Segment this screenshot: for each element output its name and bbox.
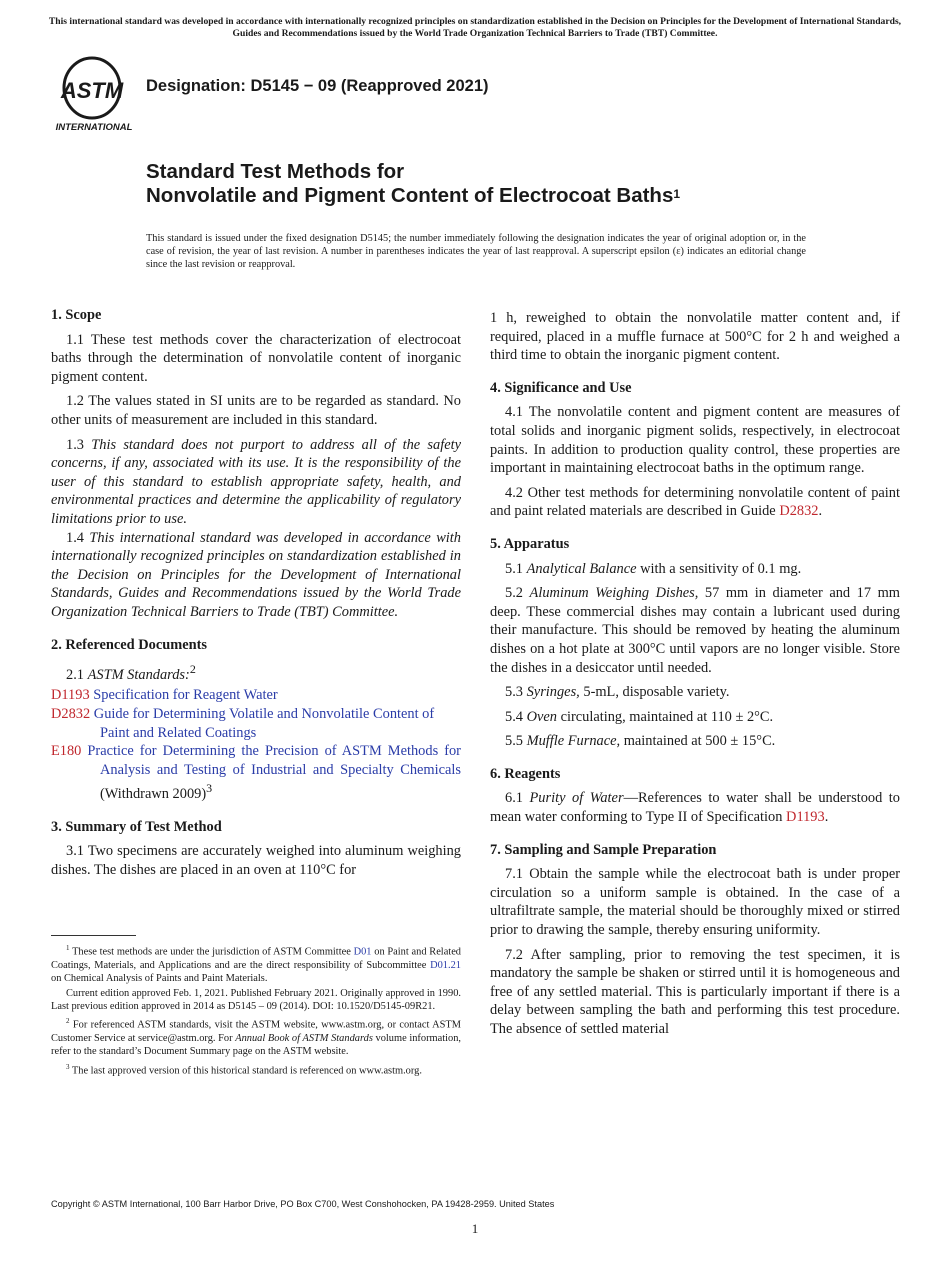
paragraph-7-2: 7.2 After sampling, prior to removing the test specimen, it is mandatory the sample be shaken or stirred until it is homogeneous and free of any settled material. This is particularly important if there is a delay between sampling the bath and performing this test procedure. The absence of settled material xyxy=(490,946,900,1037)
reference-d1193 xyxy=(51,686,461,705)
issue-note: This standard is issued under the fixed designation D5145; the number immediately following the designation indicates the year of original adoption or, in the case of revision, the year of last revision. A number in parentheses indicates the year of last reapproval. A superscript epsilon (ε) indicates an editorial change since the last revision or reapproval. xyxy=(146,233,806,270)
reference-title-link[interactable]: Practice for Determining the Precision of ASTM Methods for Analysis and Testing of Industrial and Specialty Chemicals xyxy=(87,743,461,778)
specification-d1193-link[interactable]: D1193 xyxy=(786,809,825,826)
reference-code-link[interactable]: D1193 xyxy=(51,687,90,704)
reference-d2832 xyxy=(36,705,461,742)
reference-code-link[interactable]: D2832 xyxy=(51,706,91,723)
page-number: 1 xyxy=(471,1221,479,1236)
paragraph-3-1: 3.1 Two specimens are accurately weighed into aluminum weighing dishes. The dishes are placed in an oven at 110°C for xyxy=(51,843,461,879)
svg-text:INTERNATIONAL: INTERNATIONAL xyxy=(55,122,133,133)
section-heading-significance: 4. Significance and Use xyxy=(490,379,632,396)
paragraph-4-2: 4.2 Other test methods for determining nonvolatile content of paint and paint related materials are described in Guide D2832. xyxy=(490,484,900,520)
paragraph-3-1-continued: 1 h, reweighed to obtain the nonvolatile matter content and, if required, placed in a muffle furnace at 500°C for 2 h and weighed a third time to obtain the inorganic pigment content. xyxy=(490,310,900,364)
document-title xyxy=(146,160,906,208)
footnote-3: $^3$ The last approved version of this historical standard is referenced on www.astm.org. xyxy=(66,1062,422,1077)
footnote-edition: Current edition approved Feb. 1, 2021. Published February 2021. Originally approved in 1990. Last previous edition approved in 2014 as D5145 – 09 (2014). DOI: 10.1520/D5145-09R21. xyxy=(51,988,461,1013)
reference-title-link[interactable]: Guide for Determining Volatile and Nonvolatile Content of Paint and Related Coatings xyxy=(93,706,435,741)
title-footnote-mark: 1 xyxy=(673,187,681,201)
section-heading-summary: 3. Summary of Test Method xyxy=(51,818,222,835)
section-heading-scope: 1. Scope xyxy=(51,307,102,323)
svg-text:ASTM: ASTM xyxy=(60,78,124,103)
paragraph-1-4: 1.4 This international standard was developed in accordance with internationally recognized principles on standardization established in the Decision on Principles for the Development of International Standards, Guides and Recommendations issued by the World Trade Organization Technical Barriers to Trade (TBT) Committee. xyxy=(51,529,461,620)
astm-logo xyxy=(52,54,136,134)
right-column xyxy=(490,309,900,1039)
paragraph-5-5: 5.5 Muffle Furnace, maintained at 500 ± 15°C. xyxy=(505,733,776,750)
paragraph-2-1: 2.1 ASTM Standards:$^2$ xyxy=(66,662,196,683)
footnote-divider xyxy=(51,935,136,936)
section-heading-sampling: 7. Sampling and Sample Preparation xyxy=(490,841,717,858)
paragraph-1-2: 1.2 The values stated in SI units are to be regarded as standard. No other units of measurement are included in this standard. xyxy=(51,393,461,428)
paragraph-5-1: 5.1 Analytical Balance with a sensitivity of 0.1 mg. xyxy=(505,560,802,577)
section-heading-reagents: 6. Reagents xyxy=(490,765,561,782)
reference-code-link[interactable]: E180 xyxy=(51,743,82,760)
paragraph-5-2: 5.2 Aluminum Weighing Dishes, 57 mm in diameter and 17 mm deep. These commercial dishes may contain a lubricant used during their manufacture. This should be removed by heating the aluminum dishes on a hot plate at 300°C until vapors are no longer visible. Store the dishes in a desiccator until needed. xyxy=(490,585,900,676)
reference-e180: E180 Practice for Determining the Precision of ASTM Methods for Analysis and Testing of Industrial and Specialty Chemicals (Withdrawn 2009)$^3$ xyxy=(51,743,461,803)
paragraph-1-1: 1.1 These test methods cover the characterization of electrocoat baths through the determination of nonvolatile content of inorganic pigment content. xyxy=(51,331,461,385)
title-line-2: Nonvolatile and Pigment Content of Electrocoat Baths$^1$ xyxy=(146,184,681,207)
paragraph-6-1: 6.1 Purity of Water—References to water shall be understood to mean water conforming to Type II of Specification D1193. xyxy=(490,790,900,826)
section-heading-referenced: 2. Referenced Documents xyxy=(51,636,207,653)
paragraph-1-3: 1.3 This standard does not purport to address all of the safety concerns, if any, associated with its use. It is the responsibility of the user of this standard to establish appropriate safety, health, and environmental practices and determine the applicability of regulatory limitations prior to use. xyxy=(51,436,461,527)
title-line-1: Standard Test Methods for xyxy=(146,160,405,183)
guide-d2832-link[interactable]: D2832 xyxy=(779,503,819,520)
designation: Designation: D5145 − 09 (Reapproved 2021) xyxy=(146,77,489,95)
paragraph-5-3: 5.3 Syringes, 5-mL, disposable variety. xyxy=(505,684,730,701)
paragraph-4-1: 4.1 The nonvolatile content and pigment content are measures of total solids and inorganic pigment solids, respectively, in electrocoat paints. In addition to production quality control, these properties are important in maintaining electrocoat baths in the optimum range. xyxy=(490,404,900,477)
section-heading-apparatus: 5. Apparatus xyxy=(490,535,570,552)
copyright-footer: Copyright © ASTM International, 100 Barr Harbor Drive, PO Box C700, West Conshohocken, PA 19428-2959. United States xyxy=(51,1199,555,1209)
footnotes xyxy=(51,942,461,1079)
committee-link[interactable]: D01 xyxy=(353,946,372,958)
left-column xyxy=(51,306,461,880)
subcommittee-link[interactable]: D01.21 xyxy=(430,959,461,971)
paragraph-7-1: 7.1 Obtain the sample while the electrocoat bath is under proper circulation so a uniform sample is obtained. In the case of a ultrafiltrate sample, the material should be thoroughly mixed or stirred prior to drawing the sample, thereby ensuring uniformity. xyxy=(490,866,900,939)
footnote-2: $^2$ For referenced ASTM standards, visit the ASTM website, www.astm.org, or contact ASTM Customer Service at service@astm.org. For Annual Book of ASTM Standards volume information, refer to the standard’s Document Summary page on the ASTM website. xyxy=(51,1017,461,1058)
top-notice: This international standard was developed in accordance with internationally recognized principles on standardization established in the Decision on Principles for the Development of International Standards, Guides and Recommendations issued by the World Trade Organization Technical Barriers to Trade (TBT) Committee. xyxy=(48,16,902,39)
reference-title-link[interactable]: Specification for Reagent Water xyxy=(93,687,278,704)
footnote-1: $^1$ These test methods are under the jurisdiction of ASTM Committee D01 on Paint and Related Coatings, Materials, and Applications and are the direct responsibility of Subcommittee D01.21 on Chemical Analysis of Paints and Paint Materials. xyxy=(51,944,461,984)
paragraph-5-4: 5.4 Oven circulating, maintained at 110 ± 2°C. xyxy=(505,708,774,725)
